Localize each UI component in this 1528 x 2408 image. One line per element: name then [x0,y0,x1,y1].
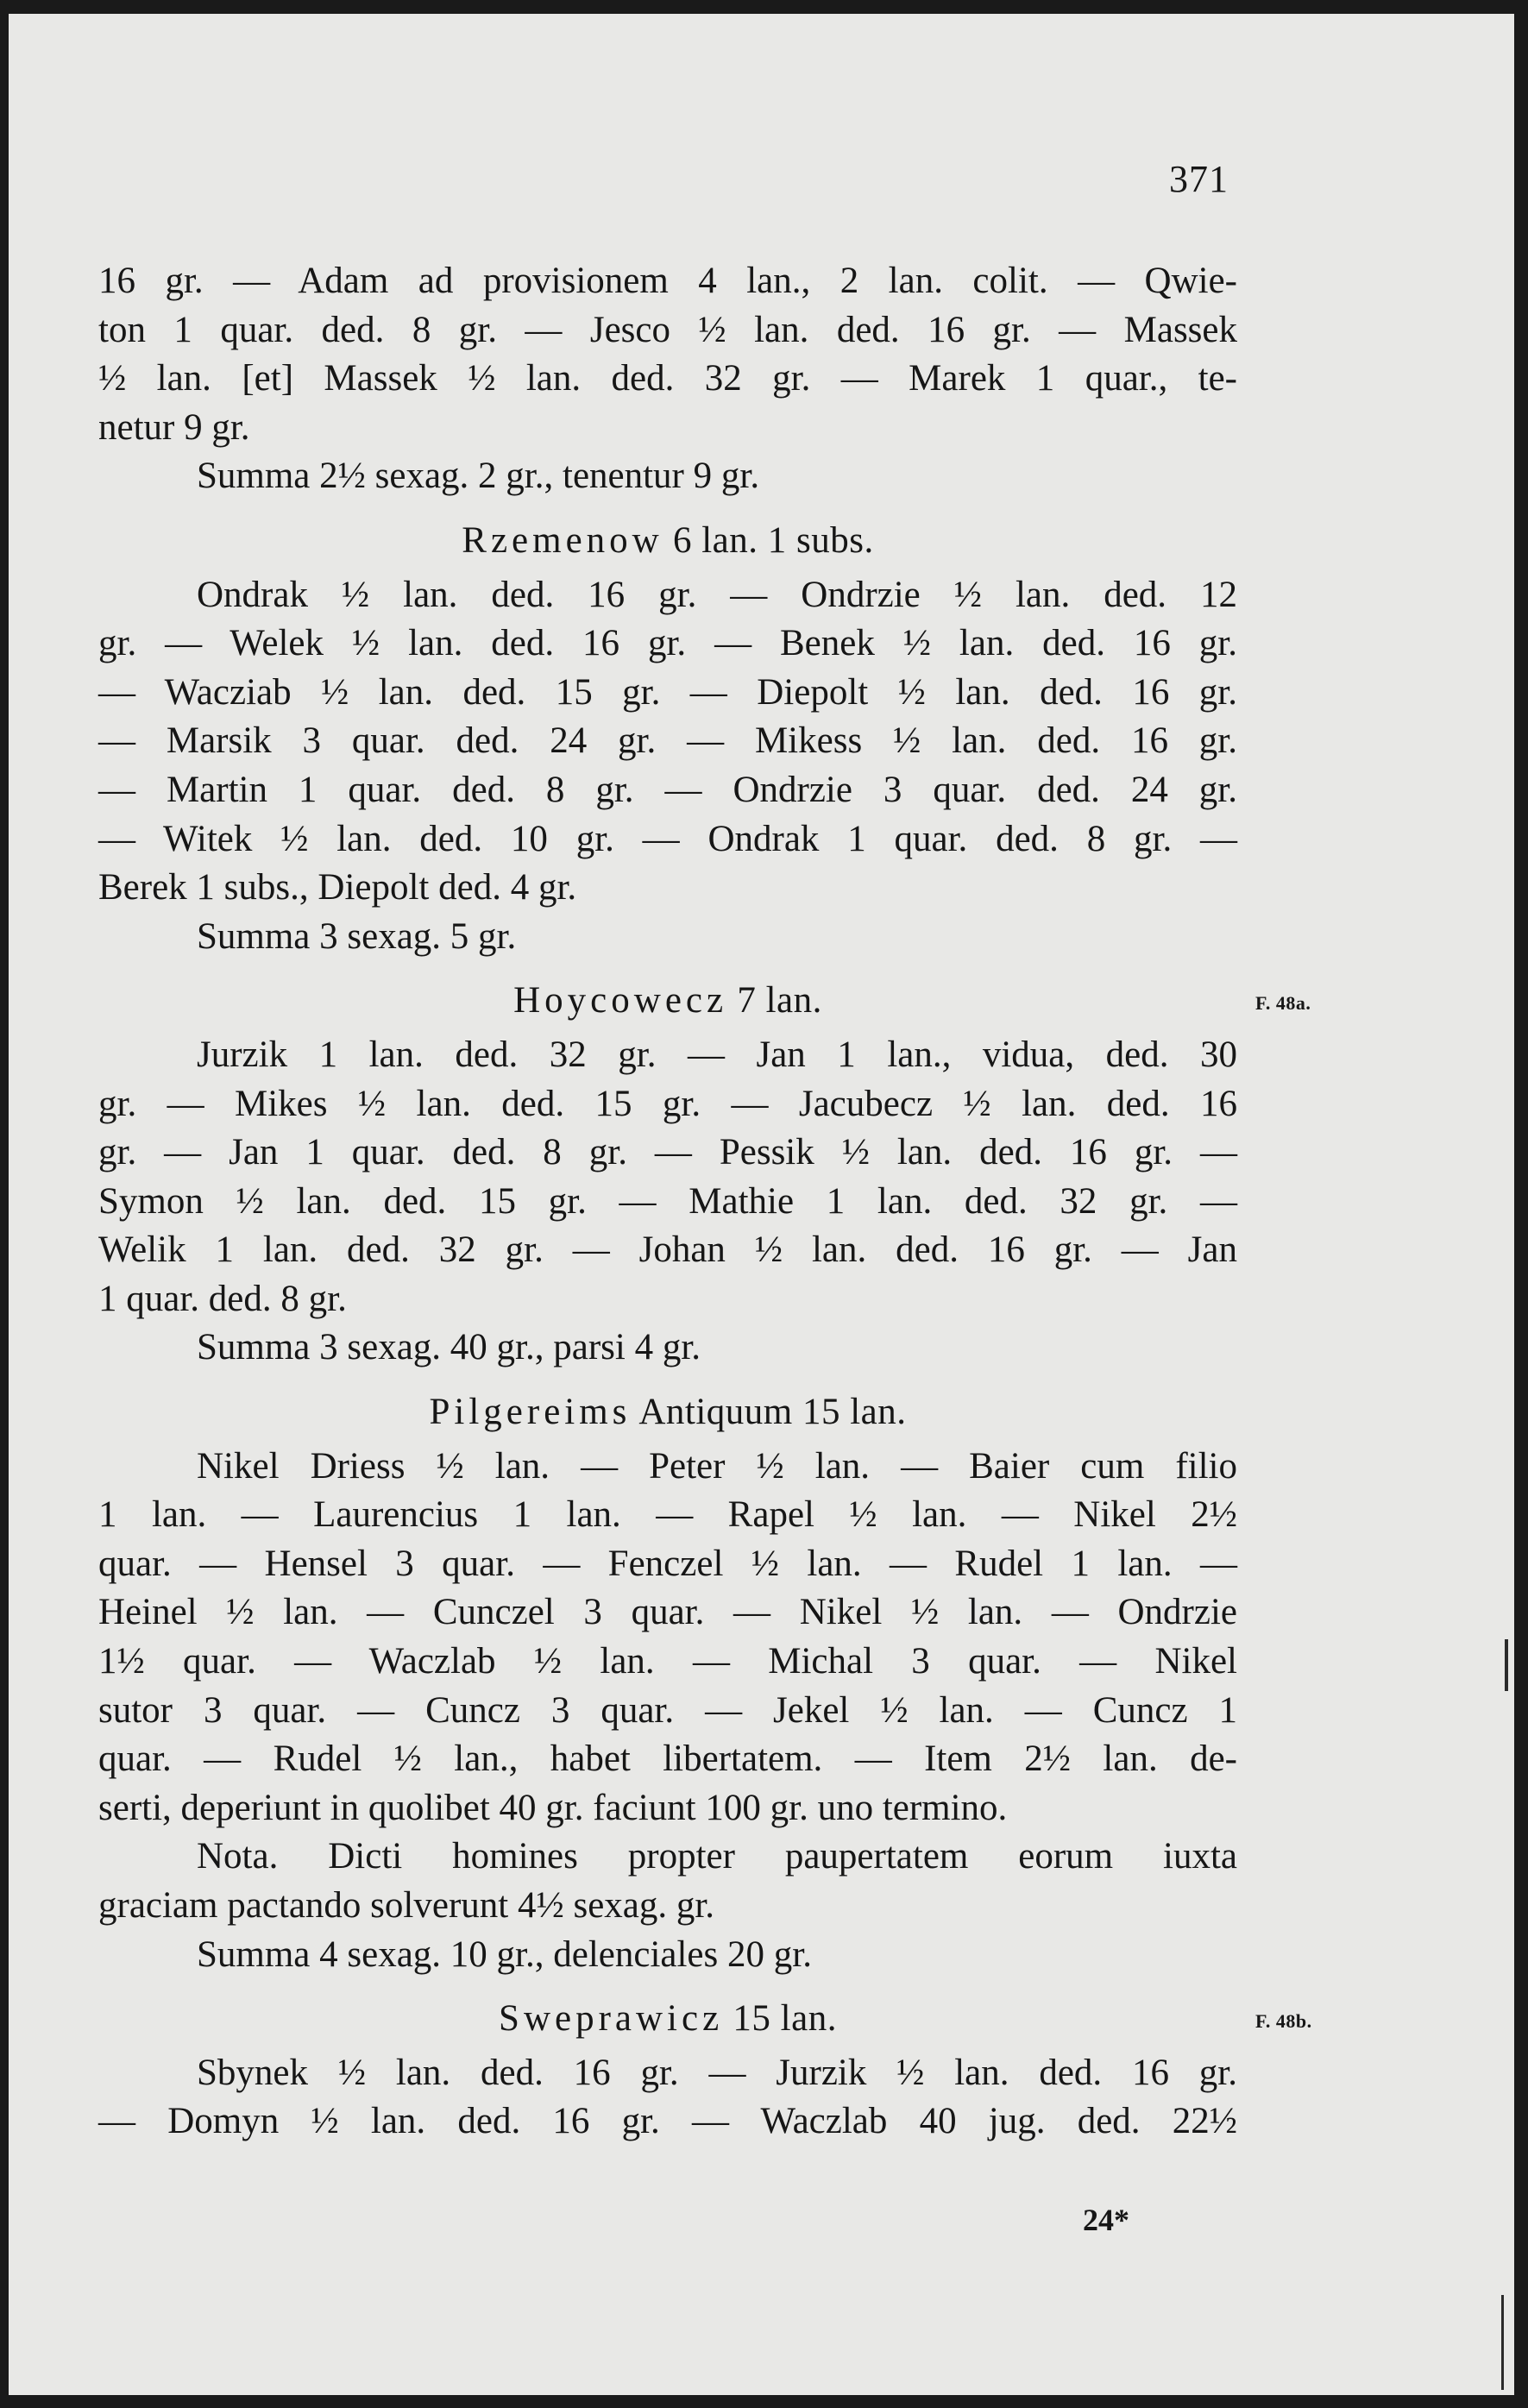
text-line: Nikel Driess ½ lan. — Peter ½ lan. — Baier cum filio [197,1445,1237,1487]
text-line: Sbynek ½ lan. ded. 16 gr. — Jurzik ½ lan. ded. 16 gr. [197,2052,1237,2093]
summa-line: Summa 3 sexag. 40 gr., parsi 4 gr. [197,1327,701,1368]
village-heading [98,1995,1237,2044]
text-line: Berek 1 subs., Diepolt ded. 4 gr. [98,867,577,909]
village-name: Hoycowecz [513,980,728,1022]
entry-paragraph [98,1833,1237,1930]
margin-note-folio-48a: F. 48a. [1255,992,1311,1014]
text-line: 1 lan. — Laurencius 1 lan. — Rapel ½ lan. — Nikel 2½ [98,1494,1237,1536]
village-size: 7 lan. [737,980,822,1022]
text-line: quar. — Rudel ½ lan., habet libertatem. — Item 2½ lan. de- [98,1738,1237,1780]
village-heading [98,517,1237,566]
text-line: gr. — Jan 1 quar. ded. 8 gr. — Pessik ½ lan. ded. 16 gr. — [98,1132,1237,1173]
entry-paragraph [98,257,1237,452]
text-line: 16 gr. — Adam ad provisionem 4 lan., 2 lan. colit. — Qwie- [98,261,1237,301]
text-line: — Wacziab ½ lan. ded. 15 gr. — Diepolt ½ lan. ded. 16 gr. [98,671,1237,713]
village-heading [98,977,1237,1026]
text-line: Heinel ½ lan. — Cunczel 3 quar. — Nikel ½ lan. — Ondrzie [98,1592,1237,1633]
text-line: 1½ quar. — Waczlab ½ lan. — Michal 3 quar. — Nikel [98,1641,1237,1682]
text-line: graciam pactando solverunt 4½ sexag. gr. [98,1885,715,1926]
entry-paragraph [98,1443,1237,1833]
village-size: 6 lan. 1 subs. [672,519,874,561]
signature-mark: 24* [1083,2203,1129,2237]
text-line: Nota. Dicti homines propter paupertatem eorum iuxta [197,1836,1237,1877]
text-line: — Domyn ½ lan. ded. 16 gr. — Waczlab 40 jug. ded. 22½ [98,2101,1237,2142]
text-line: quar. — Hensel 3 quar. — Fenczel ½ lan. — Rudel 1 lan. — [98,1543,1237,1584]
scan-edge-mark [1501,2295,1504,2390]
summa-line: Summa 4 sexag. 10 gr., delenciales 20 gr. [197,1933,812,1975]
village-size: 15 lan. [733,1998,837,2040]
summa-line: Summa 2½ sexag. 2 gr., tenentur 9 gr. [197,456,760,497]
document-body [98,257,1237,2147]
entry-paragraph [98,571,1237,913]
text-line: sutor 3 quar. — Cuncz 3 quar. — Jekel ½ lan. — Cuncz 1 [98,1689,1237,1731]
summa-line: Summa 3 sexag. 5 gr. [197,915,517,957]
text-line: gr. — Mikes ½ lan. ded. 15 gr. — Jacubecz ½ lan. ded. 16 [98,1083,1237,1124]
entry-paragraph [98,2049,1237,2147]
text-line: ton 1 quar. ded. 8 gr. — Jesco ½ lan. ded. 16 gr. — Massek [98,309,1237,350]
text-line: ½ lan. [et] Massek ½ lan. ded. 32 gr. — Marek 1 quar., te- [98,358,1237,399]
village-name: Pilgereims [429,1392,632,1433]
text-line: — Witek ½ lan. ded. 10 gr. — Ondrak 1 quar. ded. 8 gr. — [98,818,1237,859]
text-line: — Marsik 3 quar. ded. 24 gr. — Mikess ½ lan. ded. 16 gr. [98,720,1237,762]
text-line: Jurzik 1 lan. ded. 32 gr. — Jan 1 lan., vidua, ded. 30 [197,1034,1237,1075]
text-line: gr. — Welek ½ lan. ded. 16 gr. — Benek ½ lan. ded. 16 gr. [98,623,1237,664]
text-line: serti, deperiunt in quolibet 40 gr. faciunt 100 gr. uno termino. [98,1787,1008,1828]
text-line: Welik 1 lan. ded. 32 gr. — Johan ½ lan. ded. 16 gr. — Jan [98,1229,1237,1271]
village-size: Antiquum 15 lan. [638,1392,907,1433]
village-heading [98,1388,1237,1437]
margin-note-folio-48b: F. 48b. [1255,2010,1312,2032]
text-line: netur 9 gr. [98,406,250,448]
text-line: 1 quar. ded. 8 gr. [98,1278,347,1319]
text-line: Ondrak ½ lan. ded. 16 gr. — Ondrzie ½ lan. ded. 12 [197,574,1237,615]
scan-edge-mark [1505,1639,1508,1691]
entry-paragraph [98,1031,1237,1324]
page-number: 371 [1169,158,1229,200]
village-name: Sweprawicz [499,1998,724,2040]
text-line: Symon ½ lan. ded. 15 gr. — Mathie 1 lan. ded. 32 gr. — [98,1180,1237,1222]
text-line: — Martin 1 quar. ded. 8 gr. — Ondrzie 3 quar. ded. 24 gr. [98,769,1237,810]
village-name: Rzemenow [462,519,663,561]
